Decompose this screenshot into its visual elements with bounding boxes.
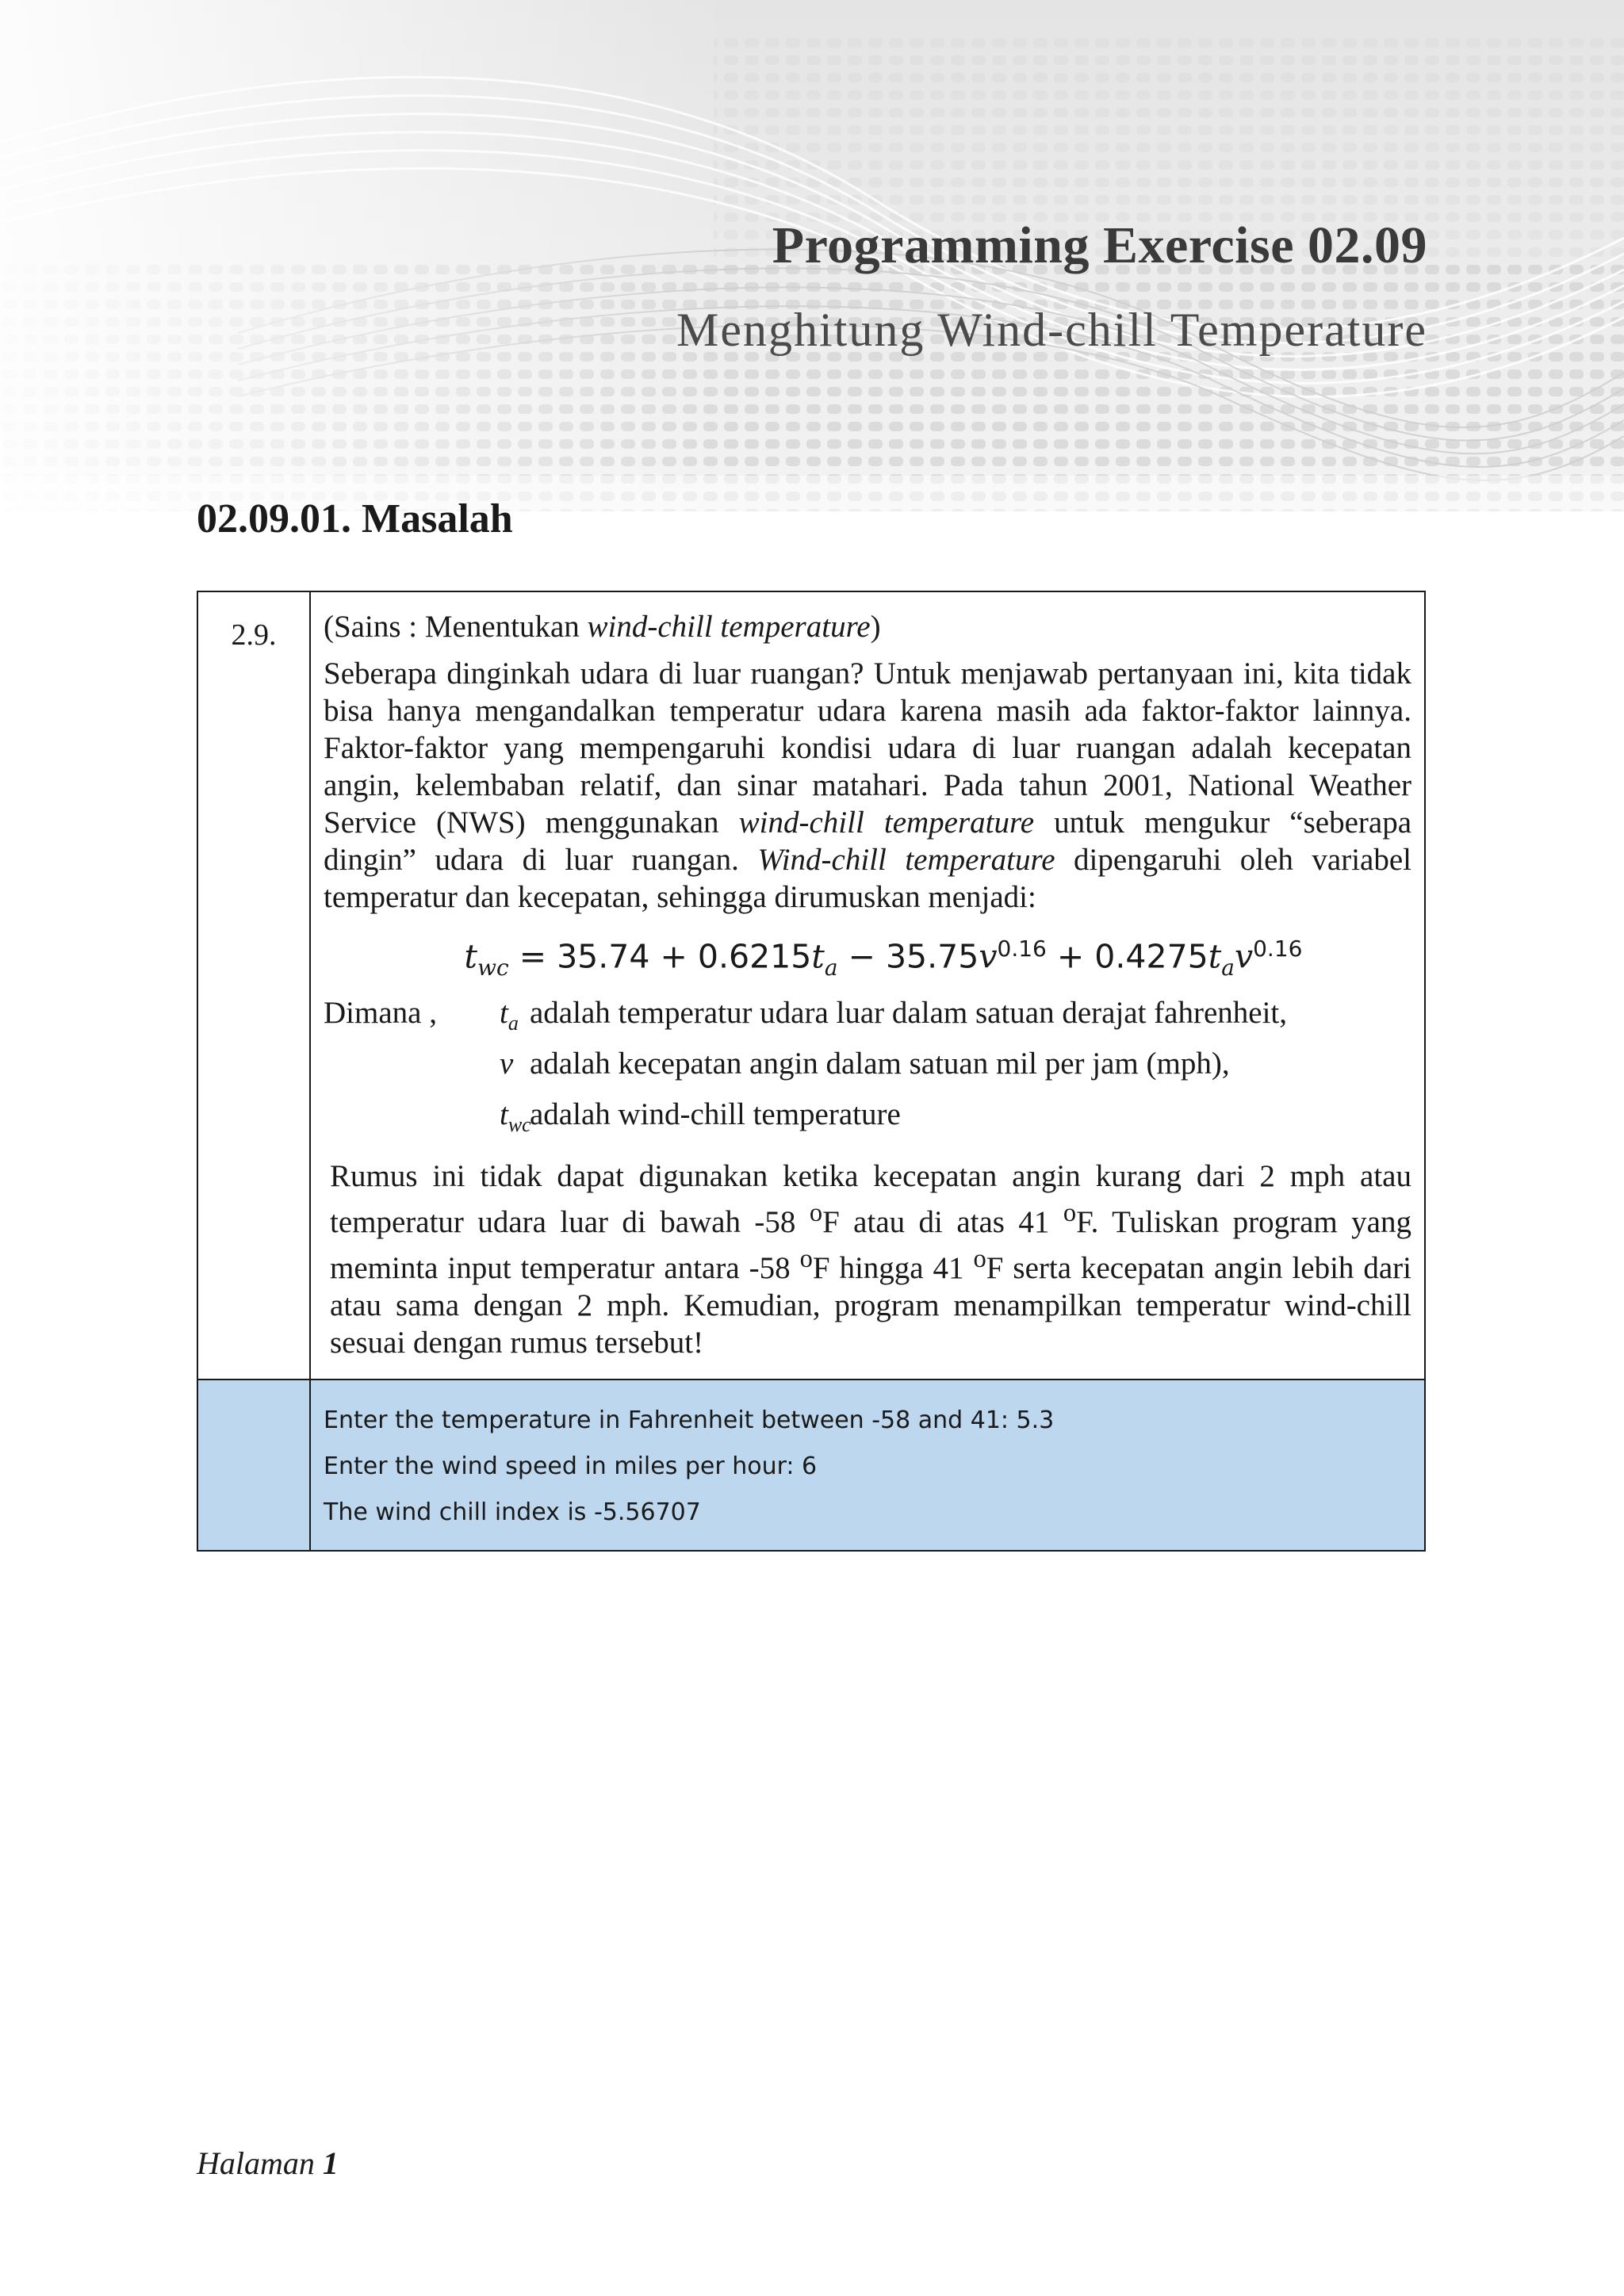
formula-var: t <box>1208 937 1222 976</box>
formula-term: − 35.75 <box>837 937 979 976</box>
paragraph-text: F hingga 41 <box>812 1250 974 1285</box>
output-number-cell <box>198 1380 311 1550</box>
degree-mark: o <box>1063 1198 1077 1227</box>
formula-sub: wc <box>477 954 509 981</box>
paragraph-text: Seberapa dinginkah udara di luar ruangan? Untuk menjawab pertanyaan ini, kita tidak bisa hanya mengandalkan temperatur udara karena masih ada faktor-faktor lainnya. Faktor-faktor yang mempengaruhi kondisi udara di luar ruangan adalah kecepatan angin, kelembaban relatif, dan sinar matahari. Pada tahun 2001, National Weather Service (NWS) menggunakan <box>324 656 1411 840</box>
output-line: The wind chill index is -5.56707 <box>324 1498 701 1526</box>
sample-output <box>311 1380 1424 1550</box>
page-title: Programming Exercise 02.09 <box>772 216 1427 274</box>
definition-text: adalah temperatur udara luar dalam satuan derajat fahrenheit, <box>530 995 1288 1030</box>
paragraph-text: F. Tuliskan program yang meminta input temperatur antara -58 <box>330 1204 1411 1285</box>
formula-sup: 0.16 <box>1253 936 1303 962</box>
formula-sup: 0.16 <box>997 936 1047 962</box>
variable-definitions <box>324 994 1411 1146</box>
output-line: Enter the temperature in Fahrenheit between -58 and 41: 5.3 <box>324 1406 1055 1434</box>
definition-prefix: Dimana , <box>324 995 437 1030</box>
paragraph-italic-term: wind-chill temperature <box>738 806 1035 840</box>
definition-text: adalah kecepatan angin dalam satuan mil per jam (mph), <box>530 1046 1230 1081</box>
definition-row <box>324 994 1411 1045</box>
exercise-heading <box>324 608 1411 645</box>
page-subtitle: Menghitung Wind-chill Temperature <box>676 304 1427 356</box>
definition-symbol <box>500 1096 530 1143</box>
paragraph-text: Rumus ini tidak dapat digunakan ketika kecepatan angin kurang dari 2 mph atau temperatur udara luar di bawah -58 <box>330 1158 1411 1239</box>
section-heading: 02.09.01. Masalah <box>197 496 513 541</box>
problem-content <box>311 592 1424 1379</box>
degree-mark: o <box>799 1244 813 1273</box>
exercise-heading-prefix: (Sains : Menentukan <box>324 610 588 644</box>
wind-chill-formula <box>324 930 1411 986</box>
exercise-heading-suffix: ) <box>870 610 881 644</box>
paragraph-text: untuk mengukur “seberapa dingin” udara di luar ruangan. <box>324 806 1411 877</box>
formula-term: = 35.74 + 0.6215 <box>508 937 812 976</box>
paragraph-text: F serta kecepatan angin lebih dari atau sama dengan 2 mph. Kemudian, program menampilkan temperatur wind-chill sesuai dengan rumus tersebut! <box>330 1250 1411 1360</box>
footer-label: Halaman <box>197 2145 323 2181</box>
exercise-table <box>197 591 1426 1552</box>
symbol-letter: t <box>500 1096 508 1131</box>
page-number: 1 <box>322 2145 339 2181</box>
problem-paragraph <box>324 655 1411 916</box>
definition-row <box>324 1096 1411 1146</box>
exercise-heading-italic: wind-chill temperature <box>587 610 871 644</box>
definition-symbol <box>500 994 530 1042</box>
definition-text: adalah wind-chill temperature <box>530 1096 901 1131</box>
page-footer <box>197 2145 339 2182</box>
formula-sub: a <box>1221 954 1235 981</box>
formula-var: v <box>1234 937 1254 976</box>
formula-var: t <box>811 937 825 976</box>
formula-var: v <box>979 937 998 976</box>
paragraph-text: dipengaruhi oleh variabel temperatur dan kecepatan, sehingga dirumuskan menjadi: <box>324 843 1411 914</box>
formula-term: + 0.4275 <box>1046 937 1208 976</box>
degree-mark: o <box>809 1198 823 1227</box>
symbol-letter: v <box>500 1046 514 1081</box>
exercise-number: 2.9. <box>198 592 311 1379</box>
degree-mark: o <box>973 1244 986 1273</box>
formula-sub: a <box>824 954 838 981</box>
symbol-sub: a <box>508 1011 519 1035</box>
definition-symbol <box>500 1045 530 1093</box>
output-line: Enter the wind speed in miles per hour: 6 <box>324 1452 818 1480</box>
paragraph-italic-term: Wind-chill temperature <box>757 843 1055 877</box>
paragraph-text: F atau di atas 41 <box>822 1204 1063 1239</box>
problem-row <box>198 592 1424 1379</box>
sample-output-row <box>198 1379 1424 1550</box>
symbol-sub: wc <box>508 1112 531 1136</box>
constraint-paragraph <box>330 1158 1411 1361</box>
symbol-letter: t <box>500 995 508 1030</box>
formula-var: t <box>464 937 478 976</box>
definition-row <box>324 1045 1411 1096</box>
